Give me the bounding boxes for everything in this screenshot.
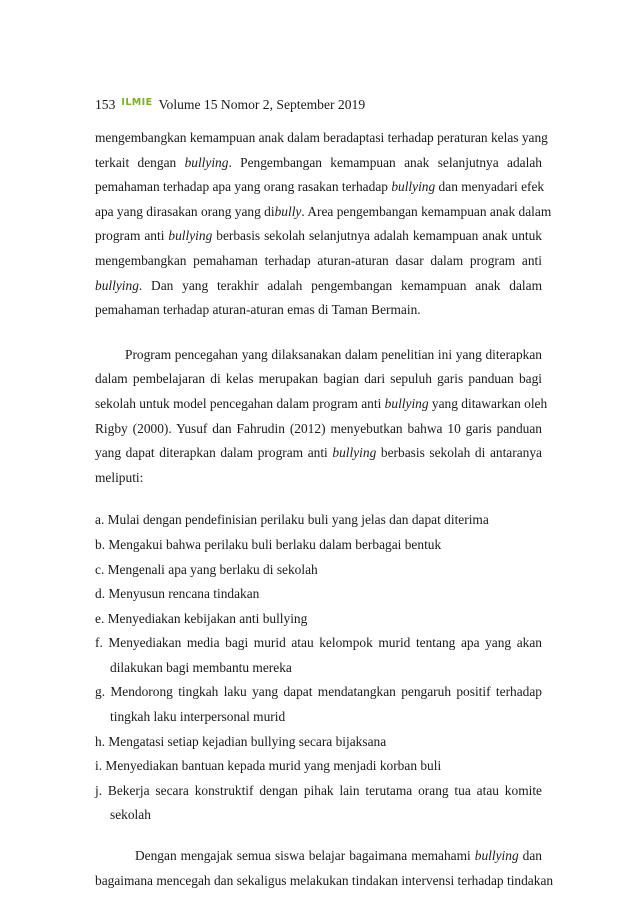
italic-term: bullying [391, 179, 436, 195]
text-line [95, 392, 548, 417]
list-item-line: h. Mengatasi setiap kejadian bullying secara bijaksana [95, 733, 387, 749]
text-line [95, 298, 542, 323]
text-line [95, 417, 542, 442]
list-item-line: d. Menyusun rencana tindakan [95, 586, 260, 602]
text-run: Rigby (2000). Yusuf dan Fahrudin (2012) menyebutkan bahwa 10 garis panduan [95, 420, 542, 436]
list-item [95, 582, 542, 607]
italic-term: bullying [332, 445, 377, 461]
journal-volume: Volume 15 Nomor 2, September 2019 [158, 97, 366, 112]
page-header [95, 96, 365, 114]
list-item-line: e. Menyediakan kebijakan anti bullying [95, 610, 308, 626]
text-run: dan menyadari efek [435, 179, 545, 195]
text-run: meliputi: [95, 469, 144, 485]
text-run: terkait dengan [95, 154, 185, 170]
italic-term: bullying [474, 848, 519, 864]
list-item-line: i. Menyediakan bantuan kepada murid yang menjadi korban buli [95, 758, 442, 774]
text-line [95, 466, 542, 491]
list-item-line: dilakukan bagi membantu mereka [110, 659, 292, 675]
text-line [95, 126, 548, 151]
text-line [95, 343, 542, 368]
text-line [95, 224, 542, 249]
list-item-line: f. Menyediakan media bagi murid atau kelompok murid tentang apa yang akan [95, 635, 542, 651]
list-item [95, 631, 542, 680]
list-item [95, 680, 542, 729]
italic-term: bullying [168, 228, 213, 244]
text-line [95, 274, 542, 299]
text-run: pemahaman terhadap apa yang orang rasakan terhadap [95, 179, 392, 195]
list-item [95, 508, 542, 533]
text-line [95, 441, 542, 466]
text-line [95, 869, 554, 894]
paragraph-2 [95, 343, 548, 491]
text-run: dalam pembelajaran di kelas merupakan bagian dari sepuluh garis panduan bagi [95, 371, 542, 387]
journal-logo-icon: ILMIE [121, 97, 153, 108]
page-body [95, 120, 554, 893]
text-run: mengembangkan pemahaman terhadap aturan-aturan dasar dalam program anti [95, 252, 542, 268]
guideline-list [95, 508, 542, 828]
text-run: mengembangkan kemampuan anak dalam beradaptasi terhadap peraturan kelas yang [95, 130, 548, 145]
list-item-line: tingkah laku interpersonal murid [110, 709, 286, 725]
text-line [95, 844, 542, 869]
text-run: pemahaman terhadap aturan-aturan emas di Taman Bermain. [95, 302, 421, 318]
list-item [95, 558, 542, 583]
text-run: . Dan yang terakhir adalah pengembangan kemampuan anak dalam [138, 277, 542, 293]
text-run: . Pengembangan kemampuan anak selanjutnya adalah [228, 154, 542, 170]
text-line [95, 175, 545, 200]
list-item-line: g. Mendorong tingkah laku yang dapat mendatangkan pengaruh positif terhadap [95, 684, 542, 700]
paragraph-1 [95, 126, 552, 323]
page-number: 153 [95, 97, 116, 112]
list-item [95, 607, 542, 632]
text-line [95, 367, 542, 392]
text-run: Program pencegahan yang dilaksanakan dalam penelitian ini yang diterapkan [125, 346, 542, 362]
text-run: dan [518, 848, 542, 864]
italic-term: bullying [384, 395, 429, 411]
list-item-line: c. Mengenali apa yang berlaku di sekolah [95, 561, 318, 577]
list-item-line: a. Mulai dengan pendefinisian perilaku buli yang jelas dan dapat diterima [95, 512, 489, 528]
italic-term: bully [274, 203, 302, 219]
text-run: . Area pengembangan kemampuan anak dalam [301, 203, 552, 219]
list-item [95, 730, 542, 755]
list-item-line: j. Bekerja secara konstruktif dengan pihak lain terutama orang tua atau komite [95, 782, 542, 798]
list-item [95, 754, 542, 779]
italic-term: bullying [95, 277, 139, 293]
text-run: apa yang dirasakan orang yang di [95, 203, 275, 219]
text-line [95, 151, 542, 176]
text-run: Dengan mengajak semua siswa belajar bagaimana memahami [135, 848, 475, 864]
text-run: program anti [95, 228, 169, 244]
text-run: yang ditawarkan oleh [428, 395, 548, 411]
text-line [95, 249, 542, 274]
text-run: yang dapat diterapkan dalam program anti [95, 445, 333, 461]
text-run: bagaimana mencegah dan sekaligus melakukan tindakan intervensi terhadap tindakan [95, 872, 554, 888]
text-line [95, 200, 552, 225]
paragraph-3 [95, 844, 554, 893]
list-item [95, 533, 542, 558]
list-item-line: sekolah [110, 807, 151, 823]
italic-term: bullying [184, 154, 229, 170]
text-run: berbasis sekolah di antaranya [376, 445, 542, 461]
text-run: sekolah untuk model pencegahan dalam program anti [95, 395, 385, 411]
text-run: berbasis sekolah selanjutnya adalah kemampuan anak untuk [212, 228, 542, 244]
list-item-line: b. Mengakui bahwa perilaku buli berlaku dalam berbagai bentuk [95, 536, 442, 552]
list-item [95, 779, 542, 828]
